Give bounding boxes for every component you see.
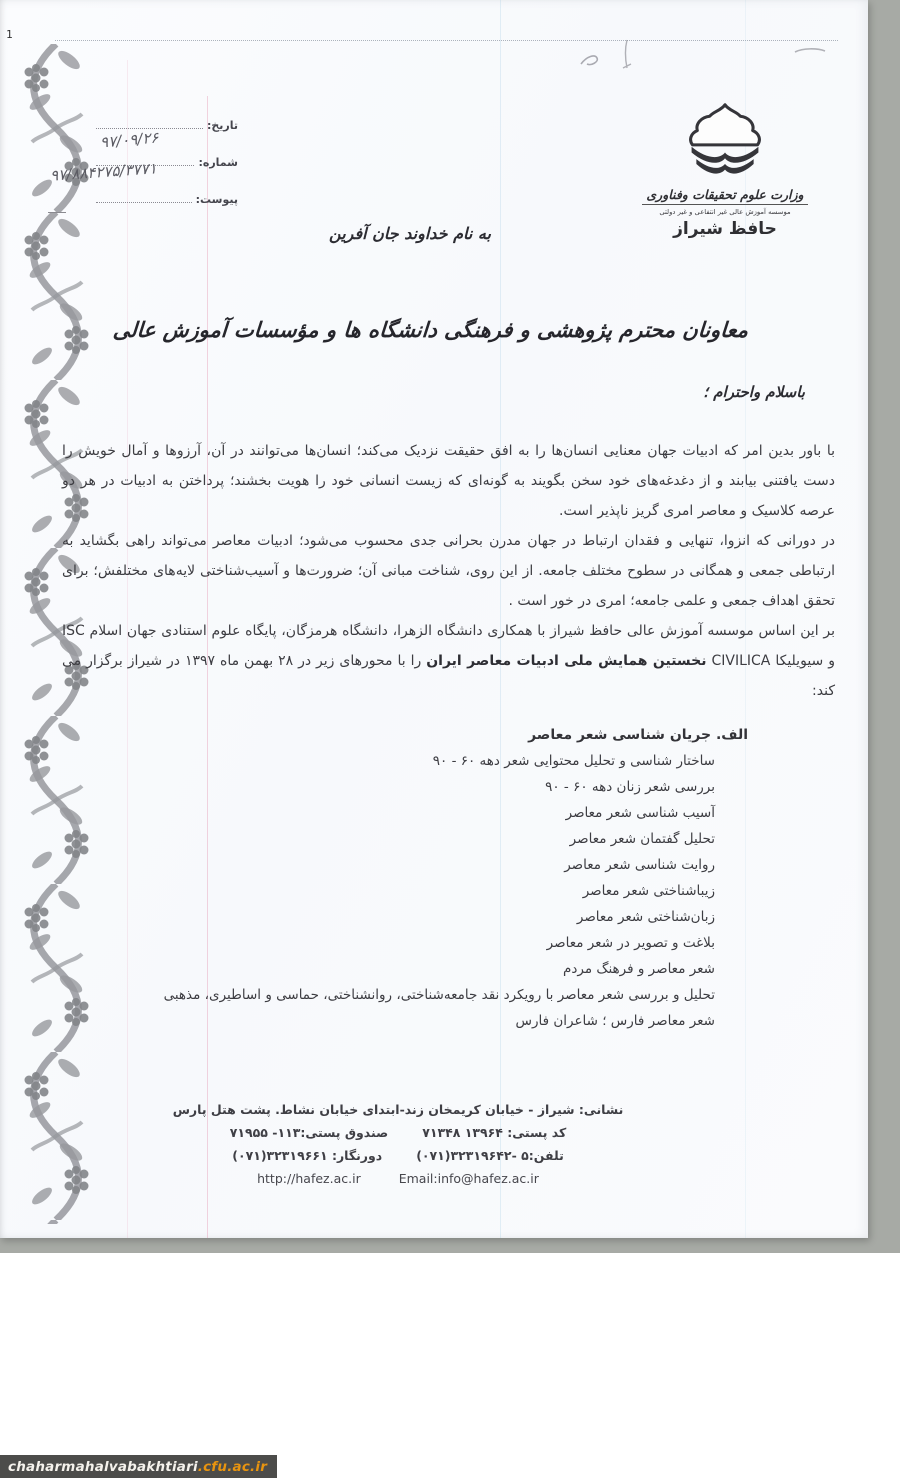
paragraph-3-end: را با محورهای زیر در ۲۸ بهمن ماه ۱۳۹۷ در شیراز برگزار می کند: <box>62 653 835 699</box>
topic-item: تحلیل گفتمان شعر معاصر <box>569 831 715 847</box>
letterhead-logo <box>636 100 814 239</box>
handwritten-date-value: ۹۷/۰۹/۲۶ <box>99 128 160 152</box>
book-dome-icon <box>677 100 773 184</box>
attachment-dash-mark <box>48 212 66 213</box>
topic-item: زبان‌شناختی شعر معاصر <box>576 909 715 925</box>
date-label: تاریخ: <box>206 119 238 132</box>
date-row <box>96 118 238 132</box>
number-label: شماره: <box>198 156 238 169</box>
letter-addressee-title: معاونان محترم پژوهشی و فرهنگی دانشگاه ها و مؤسسات آموزش عالی <box>112 318 749 342</box>
footer-postal-line <box>88 1121 708 1144</box>
bismillah-line: به نام خداوند جان آفرین <box>329 224 491 243</box>
conference-name-bold: نخستین همایش ملی ادبیات معاصر ایران <box>426 653 707 669</box>
attachment-label: پیوست: <box>195 193 238 206</box>
topic-item: آسیب شناسی شعر معاصر <box>565 805 715 821</box>
attachment-row <box>96 192 238 206</box>
po-box: صندوق پستی:۱۱۳- ۷۱۹۵۵ <box>229 1125 389 1140</box>
topic-item: شعر معاصر فارس ؛ شاعران فارس <box>515 1013 715 1029</box>
handwritten-number-value: ۹۷/۸۸۴۲۷۵/۳۷۷۱ <box>49 159 158 185</box>
pen-scribble-mark <box>575 38 655 74</box>
topic-item: تحلیل و بررسی شعر معاصر با رویکرد نقد جامعه‌شناختی، روانشناختی، حماسی و اساطیری، مذهبی <box>163 987 715 1003</box>
topics-section-title: الف. جریان شناسی شعر معاصر <box>528 727 748 743</box>
scan-edge-line <box>55 40 838 41</box>
topic-item: بررسی شعر زنان دهه ۶۰ - ۹۰ <box>545 779 715 795</box>
page-corner-mark: 1 <box>6 28 13 41</box>
topic-item: زیباشناختی شعر معاصر <box>582 883 715 899</box>
website-url: http://hafez.ac.ir <box>257 1171 361 1186</box>
dotted-leader <box>96 118 203 129</box>
postal-code: کد پستی: ۱۳۹۶۴ ۷۱۳۴۸ <box>422 1125 567 1140</box>
email-address: Email:info@hafez.ac.ir <box>398 1171 539 1186</box>
fax-number: دورنگار: ۳۲۳۱۹۶۶۱(۰۷۱) <box>232 1148 383 1163</box>
institute-name: حافظ شیراز <box>673 219 777 239</box>
paragraph-3 <box>62 616 835 706</box>
salutation-line: باسلام واحترام ؛ <box>703 383 805 401</box>
topics-section <box>164 722 748 1034</box>
watermark-bar <box>0 1455 277 1478</box>
paragraph-2: در دورانی که انزوا، تنهایی و فقدان ارتباط در جهان مدرن بحرانی جدی محسوب می‌شود؛ ادبیات معاصر می‌تواند راهی بگشاید به ارتباطی جمعی و همگانی در سطوح مختلف جامعه. از این روی، شناخت مبانی آن؛ ضرورت‌ها و آسیب‌شناختی لایه‌های مختلفش؛ برای تحقق اهداف جمعی و علمی جامعه؛ امری در خور است . <box>62 533 835 609</box>
footer-address: نشانی: شیراز - خیابان کریمخان زند-ابتدای خیابان نشاط. پشت هتل پارس <box>172 1102 624 1117</box>
topic-item: بلاغت و تصویر در شعر معاصر <box>546 935 715 951</box>
topics-list <box>164 748 748 1034</box>
letter-body <box>62 436 835 706</box>
footer-links-line <box>88 1167 708 1190</box>
topic-item: ساختار شناسی و تحلیل محتوایی شعر دهه ۶۰ - ۹۰ <box>432 753 715 769</box>
institute-type: موسسه آموزش عالی غیر انتفاعی و غیر دولتی <box>659 208 791 216</box>
footer-contact-block <box>88 1098 708 1190</box>
ministry-name: وزارت علوم تحقیقات وفناوری <box>642 187 807 205</box>
footer-phone-line <box>88 1144 708 1167</box>
pen-dash-mark <box>793 47 827 55</box>
topic-item: شعر معاصر و فرهنگ مردم <box>563 961 715 977</box>
phone-number: تلفن:۵ -۳۲۳۱۹۶۴۲(۰۷۱) <box>416 1148 564 1163</box>
topic-item: روایت شناسی شعر معاصر <box>564 857 715 873</box>
dotted-leader <box>96 192 192 203</box>
paragraph-1: با باور بدین امر که ادبیات جهان معنایی انسان‌ها را به افق حقیقت نزدیک می‌کند؛ انسان‌ها می‌توانند در آن، آرزوها و آمال خویش را دست یافتنی بیابند و از دغدغه‌های خود سخن بگویند به گونه‌ای که زیست انسانی خود را هویت بخشند؛ پرداختن به ادبیات در هر دو عرصه کلاسیک و معاصر امری گریز ناپذیر است. <box>62 443 835 519</box>
watermark-domain: .cfu.ac.ir <box>197 1458 268 1475</box>
paragraph-3-start: بر این اساس موسسه آموزش عالی حافظ شیراز با همکاری دانشگاه الزهرا، دانشگاه هرمزگان، پایگاه علوم استنادی جهان اسلام ISC و سیویلیکا CIVILICA <box>62 623 835 669</box>
watermark-site: chaharmahalvabakhtiari <box>8 1458 198 1475</box>
